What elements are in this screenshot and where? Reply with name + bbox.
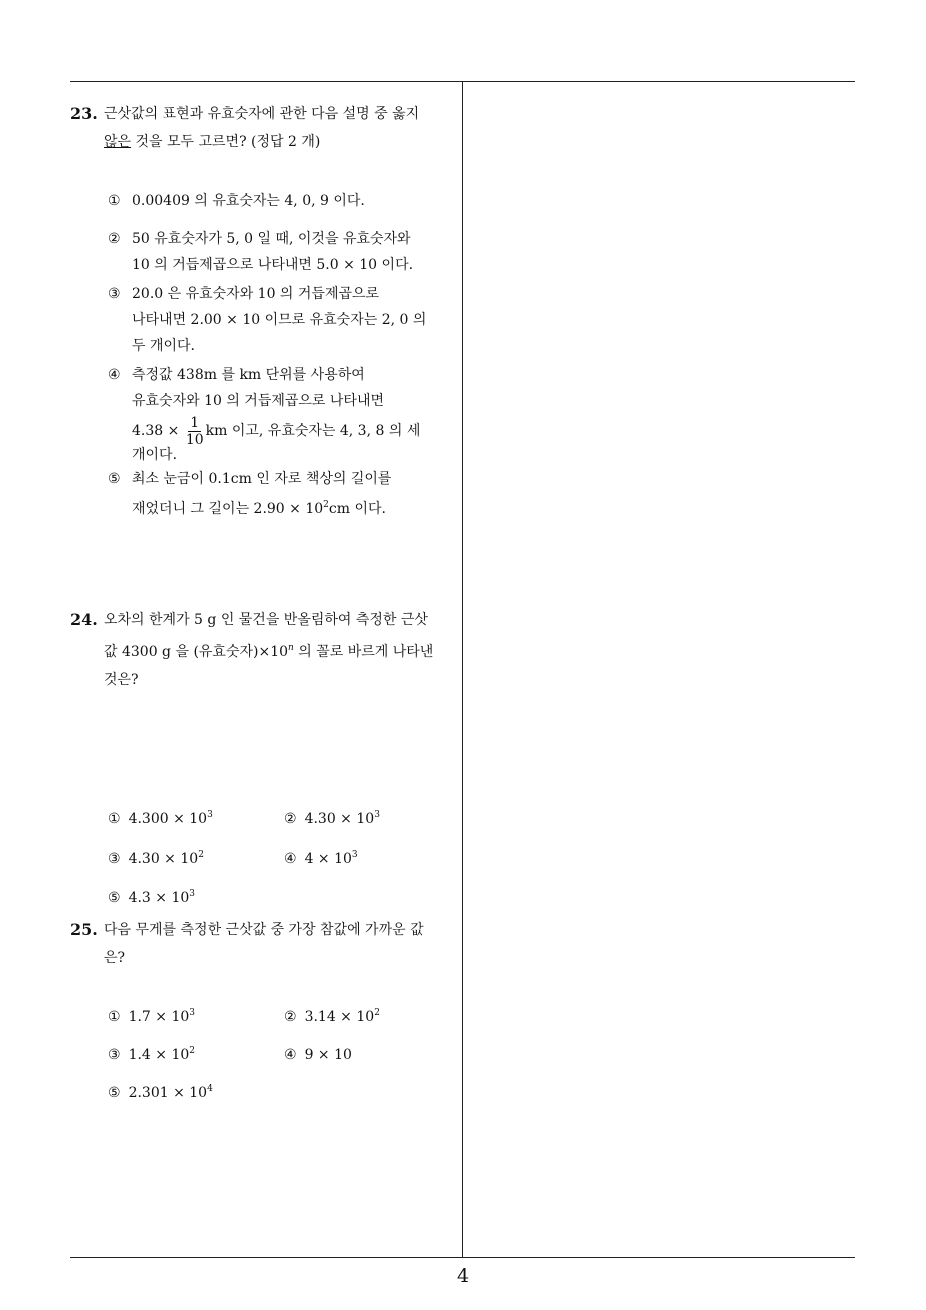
choice-text: 0.00409 의 유효숫자는 4, 0, 9 이다. xyxy=(132,193,365,209)
choice-fraction-line: 4.38 × $\frac{1}{10}$ km 이고, 유효숫자는 4, 3, 8 의 세 xyxy=(132,414,421,448)
choice-marker: ⑤ xyxy=(108,471,121,487)
question-text-cont: 것을 모두 고르면? (정답 2 개) xyxy=(131,134,321,150)
choice-text-line: 나타내면 2.00 × 10 이므로 유효숫자는 2, 0 의 xyxy=(132,312,427,328)
choice-grid xyxy=(108,804,456,914)
choice-5[interactable]: ⑤ $2.301 \times 10^4$ xyxy=(108,1084,213,1101)
choice-marker: ④ xyxy=(108,367,121,383)
fraction-numerator: 1 xyxy=(190,414,200,431)
fraction-denominator: 10 xyxy=(185,431,204,448)
choice-5[interactable]: ⑤ $4.3 \times 10^3$ xyxy=(108,889,196,906)
choice-text-line: 재었더니 그 길이는 $2.90 \times 10^2cm$ 이다. xyxy=(132,500,386,517)
question-23-stem xyxy=(70,100,456,156)
choice-5[interactable] xyxy=(70,466,456,522)
choice-1[interactable] xyxy=(70,188,456,214)
choice-marker: ① xyxy=(108,193,121,209)
page-number: 4 xyxy=(456,1265,470,1287)
choice-marker: ② xyxy=(108,231,121,247)
question-text-cont: 값 4300 g 을 (유효숫자)$\times 10^n$ 의 꼴로 바르게 나타낸 xyxy=(104,643,434,660)
question-24-stem xyxy=(70,606,456,694)
question-number: 25. xyxy=(70,920,98,939)
choice-4[interactable] xyxy=(70,362,456,468)
question-25 xyxy=(70,916,456,1101)
choice-text-line: 20.0 은 유효숫자와 10 의 거듭제곱으로 xyxy=(132,286,380,302)
choice-4[interactable]: ④ $4 \times 10^3$ xyxy=(284,850,358,867)
column-divider xyxy=(462,82,463,1257)
choice-3[interactable] xyxy=(70,281,456,359)
choice-text-line: 최소 눈금이 0.1cm 인 자로 책상의 길이를 xyxy=(132,471,392,487)
negation-underlined: 않은 xyxy=(104,134,132,150)
choice-2[interactable]: ② $3.14 \times 10^2$ xyxy=(284,1008,380,1025)
choice-1[interactable]: ① $4.300 \times 10^3$ xyxy=(108,810,213,827)
choice-grid xyxy=(108,1002,456,1112)
question-23 xyxy=(70,100,456,517)
choice-text-line: 두 개이다. xyxy=(132,338,195,354)
question-number: 23. xyxy=(70,104,98,123)
choice-marker: ③ xyxy=(108,286,121,302)
question-text: 오차의 한계가 5 g 인 물건을 반올림하여 측정한 근삿 xyxy=(104,612,428,628)
choice-text-line: 측정값 438m 를 km 단위를 사용하여 xyxy=(132,367,365,383)
question-24 xyxy=(70,606,456,906)
choice-1[interactable]: ① $1.7 \times 10^3$ xyxy=(108,1008,196,1025)
question-text: 다음 무게를 측정한 근삿값 중 가장 참값에 가까운 값 xyxy=(104,922,424,938)
choice-text-line: 50 유효숫자가 5, 0 일 때, 이것을 유효숫자와 xyxy=(132,231,411,247)
question-text: 근삿값의 표현과 유효숫자에 관한 다음 설명 중 옳지 xyxy=(104,106,420,122)
question-text-cont: 것은? xyxy=(104,672,139,688)
question-25-stem xyxy=(70,916,456,972)
choice-2[interactable] xyxy=(70,226,456,278)
question-number: 24. xyxy=(70,610,98,629)
choice-text-line: 개이다. xyxy=(132,447,178,463)
bottom-rule xyxy=(70,1257,855,1258)
choice-text-line: 10 의 거듭제곱으로 나타내면 5.0 × 10 이다. xyxy=(132,257,414,273)
choice-text-line: 유효숫자와 10 의 거듭제곱으로 나타내면 xyxy=(132,393,384,409)
choice-4[interactable]: ④ 9 × 10 xyxy=(284,1047,352,1063)
fraction xyxy=(186,415,204,448)
choice-3[interactable]: ③ $4.30 \times 10^2$ xyxy=(108,850,204,867)
choice-3[interactable]: ③ $1.4 \times 10^2$ xyxy=(108,1046,196,1063)
question-text-cont: 은? xyxy=(104,950,126,966)
choice-2[interactable]: ② $4.30 \times 10^3$ xyxy=(284,810,380,827)
